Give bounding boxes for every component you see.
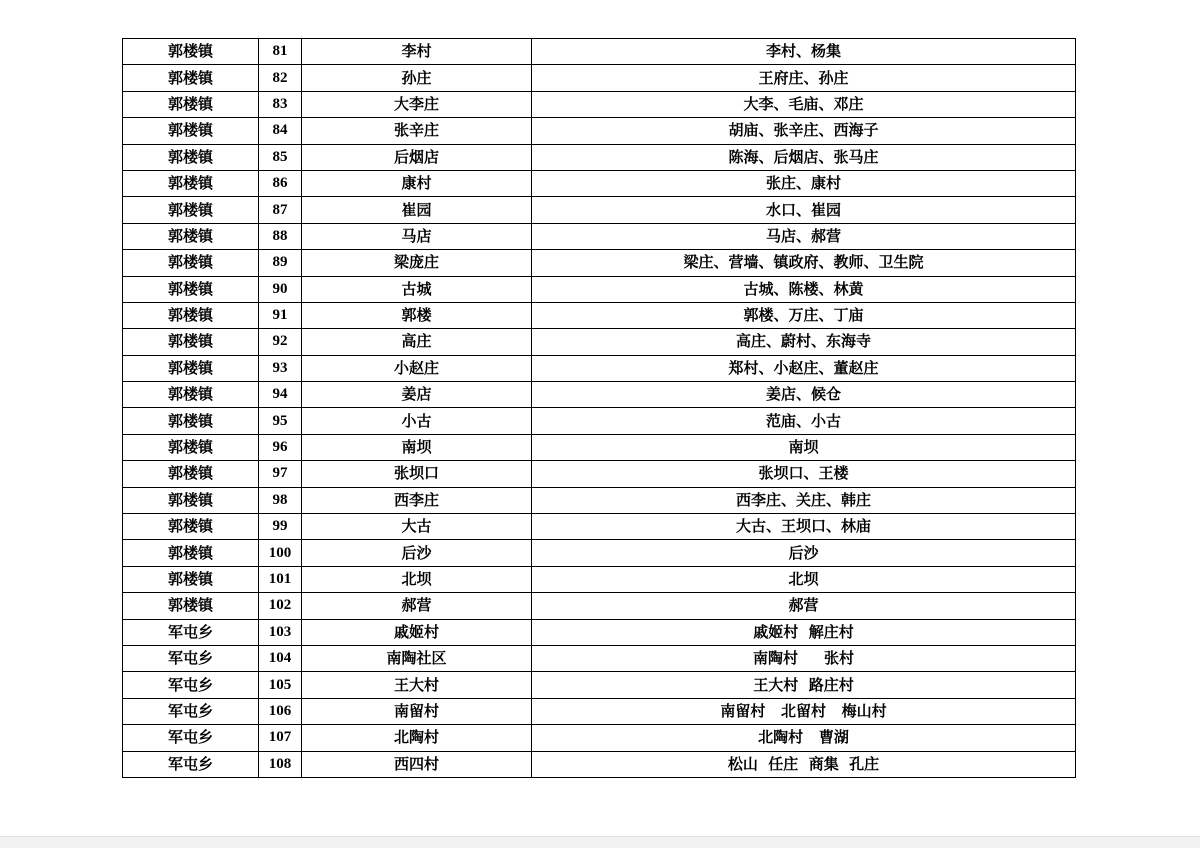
- number-cell: 88: [259, 223, 302, 249]
- table-row: [123, 408, 1076, 434]
- village-cell: 西李庄: [302, 487, 532, 513]
- village-cell: 郭楼: [302, 302, 532, 328]
- village-cell: 崔园: [302, 197, 532, 223]
- number-cell: 94: [259, 382, 302, 408]
- town-cell: 郭楼镇: [123, 170, 259, 196]
- table-row: [123, 91, 1076, 117]
- table-row: [123, 487, 1076, 513]
- table-row: [123, 672, 1076, 698]
- town-cell: 郭楼镇: [123, 566, 259, 592]
- number-cell: 91: [259, 302, 302, 328]
- number-cell: 87: [259, 197, 302, 223]
- table-row: [123, 144, 1076, 170]
- town-cell: 郭楼镇: [123, 382, 259, 408]
- table-row: [123, 434, 1076, 460]
- covered-villages-cell: 马店、郝营: [532, 223, 1076, 249]
- covered-villages-cell: 南坝: [532, 434, 1076, 460]
- village-cell: 南留村: [302, 698, 532, 724]
- number-cell: 104: [259, 645, 302, 671]
- number-cell: 85: [259, 144, 302, 170]
- covered-villages-cell: 大李、毛庙、邓庄: [532, 91, 1076, 117]
- table-row: [123, 593, 1076, 619]
- table-row: [123, 39, 1076, 65]
- village-cell: 郝营: [302, 593, 532, 619]
- covered-villages-cell: 西李庄、关庄、韩庄: [532, 487, 1076, 513]
- town-cell: 郭楼镇: [123, 65, 259, 91]
- table-row: [123, 751, 1076, 777]
- town-cell: 郭楼镇: [123, 514, 259, 540]
- village-cell: 北坝: [302, 566, 532, 592]
- table-row: [123, 250, 1076, 276]
- table-row: [123, 276, 1076, 302]
- table-row: [123, 698, 1076, 724]
- village-cell: 李村: [302, 39, 532, 65]
- covered-villages-cell: 郑村、小赵庄、董赵庄: [532, 355, 1076, 381]
- covered-villages-cell: 南陶村 张村: [532, 645, 1076, 671]
- village-cell: 后烟店: [302, 144, 532, 170]
- table-row: [123, 65, 1076, 91]
- town-cell: 郭楼镇: [123, 250, 259, 276]
- town-cell: 郭楼镇: [123, 144, 259, 170]
- table-row: [123, 540, 1076, 566]
- table-row: [123, 382, 1076, 408]
- town-cell: 郭楼镇: [123, 223, 259, 249]
- number-cell: 95: [259, 408, 302, 434]
- town-cell: 军屯乡: [123, 645, 259, 671]
- town-cell: 郭楼镇: [123, 434, 259, 460]
- table-row: [123, 329, 1076, 355]
- table-row: [123, 302, 1076, 328]
- town-cell: 郭楼镇: [123, 329, 259, 355]
- covered-villages-cell: 范庙、小古: [532, 408, 1076, 434]
- table-row: [123, 223, 1076, 249]
- town-cell: 军屯乡: [123, 619, 259, 645]
- village-cell: 西四村: [302, 751, 532, 777]
- number-cell: 98: [259, 487, 302, 513]
- town-cell: 军屯乡: [123, 672, 259, 698]
- covered-villages-cell: 南留村 北留村 梅山村: [532, 698, 1076, 724]
- covered-villages-cell: 郭楼、万庄、丁庙: [532, 302, 1076, 328]
- village-cell: 马店: [302, 223, 532, 249]
- covered-villages-cell: 胡庙、张辛庄、西海子: [532, 118, 1076, 144]
- number-cell: 97: [259, 461, 302, 487]
- table-row: [123, 170, 1076, 196]
- number-cell: 106: [259, 698, 302, 724]
- town-cell: 郭楼镇: [123, 276, 259, 302]
- number-cell: 90: [259, 276, 302, 302]
- village-cell: 南陶社区: [302, 645, 532, 671]
- covered-villages-cell: 古城、陈楼、林黄: [532, 276, 1076, 302]
- covered-villages-cell: 梁庄、营墙、镇政府、教师、卫生院: [532, 250, 1076, 276]
- town-cell: 郭楼镇: [123, 593, 259, 619]
- covered-villages-cell: 水口、崔园: [532, 197, 1076, 223]
- number-cell: 105: [259, 672, 302, 698]
- town-cell: 郭楼镇: [123, 197, 259, 223]
- covered-villages-cell: 高庄、蔚村、东海寺: [532, 329, 1076, 355]
- town-cell: 郭楼镇: [123, 461, 259, 487]
- village-cell: 张坝口: [302, 461, 532, 487]
- covered-villages-cell: 大古、王坝口、林庙: [532, 514, 1076, 540]
- town-cell: 郭楼镇: [123, 540, 259, 566]
- covered-villages-cell: 北坝: [532, 566, 1076, 592]
- number-cell: 93: [259, 355, 302, 381]
- covered-villages-cell: 王府庄、孙庄: [532, 65, 1076, 91]
- village-cell: 大古: [302, 514, 532, 540]
- covered-villages-cell: 松山 任庄 商集 孔庄: [532, 751, 1076, 777]
- village-cell: 梁庞庄: [302, 250, 532, 276]
- village-cell: 康村: [302, 170, 532, 196]
- town-cell: 郭楼镇: [123, 355, 259, 381]
- number-cell: 103: [259, 619, 302, 645]
- table-row: [123, 461, 1076, 487]
- number-cell: 108: [259, 751, 302, 777]
- village-cell: 古城: [302, 276, 532, 302]
- village-cell: 南坝: [302, 434, 532, 460]
- town-cell: 军屯乡: [123, 698, 259, 724]
- number-cell: 100: [259, 540, 302, 566]
- village-cell: 姜店: [302, 382, 532, 408]
- town-cell: 郭楼镇: [123, 408, 259, 434]
- town-cell: 郭楼镇: [123, 302, 259, 328]
- village-cell: 孙庄: [302, 65, 532, 91]
- covered-villages-cell: 北陶村 曹湖: [532, 725, 1076, 751]
- number-cell: 81: [259, 39, 302, 65]
- number-cell: 83: [259, 91, 302, 117]
- table-row: [123, 355, 1076, 381]
- covered-villages-cell: 戚姬村 解庄村: [532, 619, 1076, 645]
- covered-villages-cell: 陈海、后烟店、张马庄: [532, 144, 1076, 170]
- town-cell: 郭楼镇: [123, 39, 259, 65]
- village-cell: 大李庄: [302, 91, 532, 117]
- village-cell: 北陶村: [302, 725, 532, 751]
- table-row: [123, 118, 1076, 144]
- covered-villages-cell: 张坝口、王楼: [532, 461, 1076, 487]
- number-cell: 84: [259, 118, 302, 144]
- table-row: [123, 645, 1076, 671]
- covered-villages-cell: 李村、杨集: [532, 39, 1076, 65]
- town-cell: 郭楼镇: [123, 91, 259, 117]
- covered-villages-cell: 后沙: [532, 540, 1076, 566]
- number-cell: 92: [259, 329, 302, 355]
- number-cell: 89: [259, 250, 302, 276]
- covered-villages-cell: 郝营: [532, 593, 1076, 619]
- number-cell: 102: [259, 593, 302, 619]
- village-cell: 戚姬村: [302, 619, 532, 645]
- covered-villages-cell: 张庄、康村: [532, 170, 1076, 196]
- table-row: [123, 619, 1076, 645]
- number-cell: 99: [259, 514, 302, 540]
- number-cell: 82: [259, 65, 302, 91]
- village-cell: 后沙: [302, 540, 532, 566]
- table-row: [123, 514, 1076, 540]
- page-bottom-edge: [0, 836, 1200, 848]
- town-cell: 郭楼镇: [123, 487, 259, 513]
- town-cell: 军屯乡: [123, 751, 259, 777]
- village-cell: 张辛庄: [302, 118, 532, 144]
- table-body: [123, 39, 1076, 778]
- covered-villages-cell: 王大村 路庄村: [532, 672, 1076, 698]
- number-cell: 107: [259, 725, 302, 751]
- table-row: [123, 197, 1076, 223]
- village-cell: 王大村: [302, 672, 532, 698]
- covered-villages-cell: 姜店、候仓: [532, 382, 1076, 408]
- town-cell: 军屯乡: [123, 725, 259, 751]
- town-cell: 郭楼镇: [123, 118, 259, 144]
- number-cell: 96: [259, 434, 302, 460]
- village-cell: 小赵庄: [302, 355, 532, 381]
- table-row: [123, 566, 1076, 592]
- village-cell: 小古: [302, 408, 532, 434]
- number-cell: 86: [259, 170, 302, 196]
- number-cell: 101: [259, 566, 302, 592]
- village-cell: 高庄: [302, 329, 532, 355]
- village-table: [122, 38, 1076, 778]
- table-row: [123, 725, 1076, 751]
